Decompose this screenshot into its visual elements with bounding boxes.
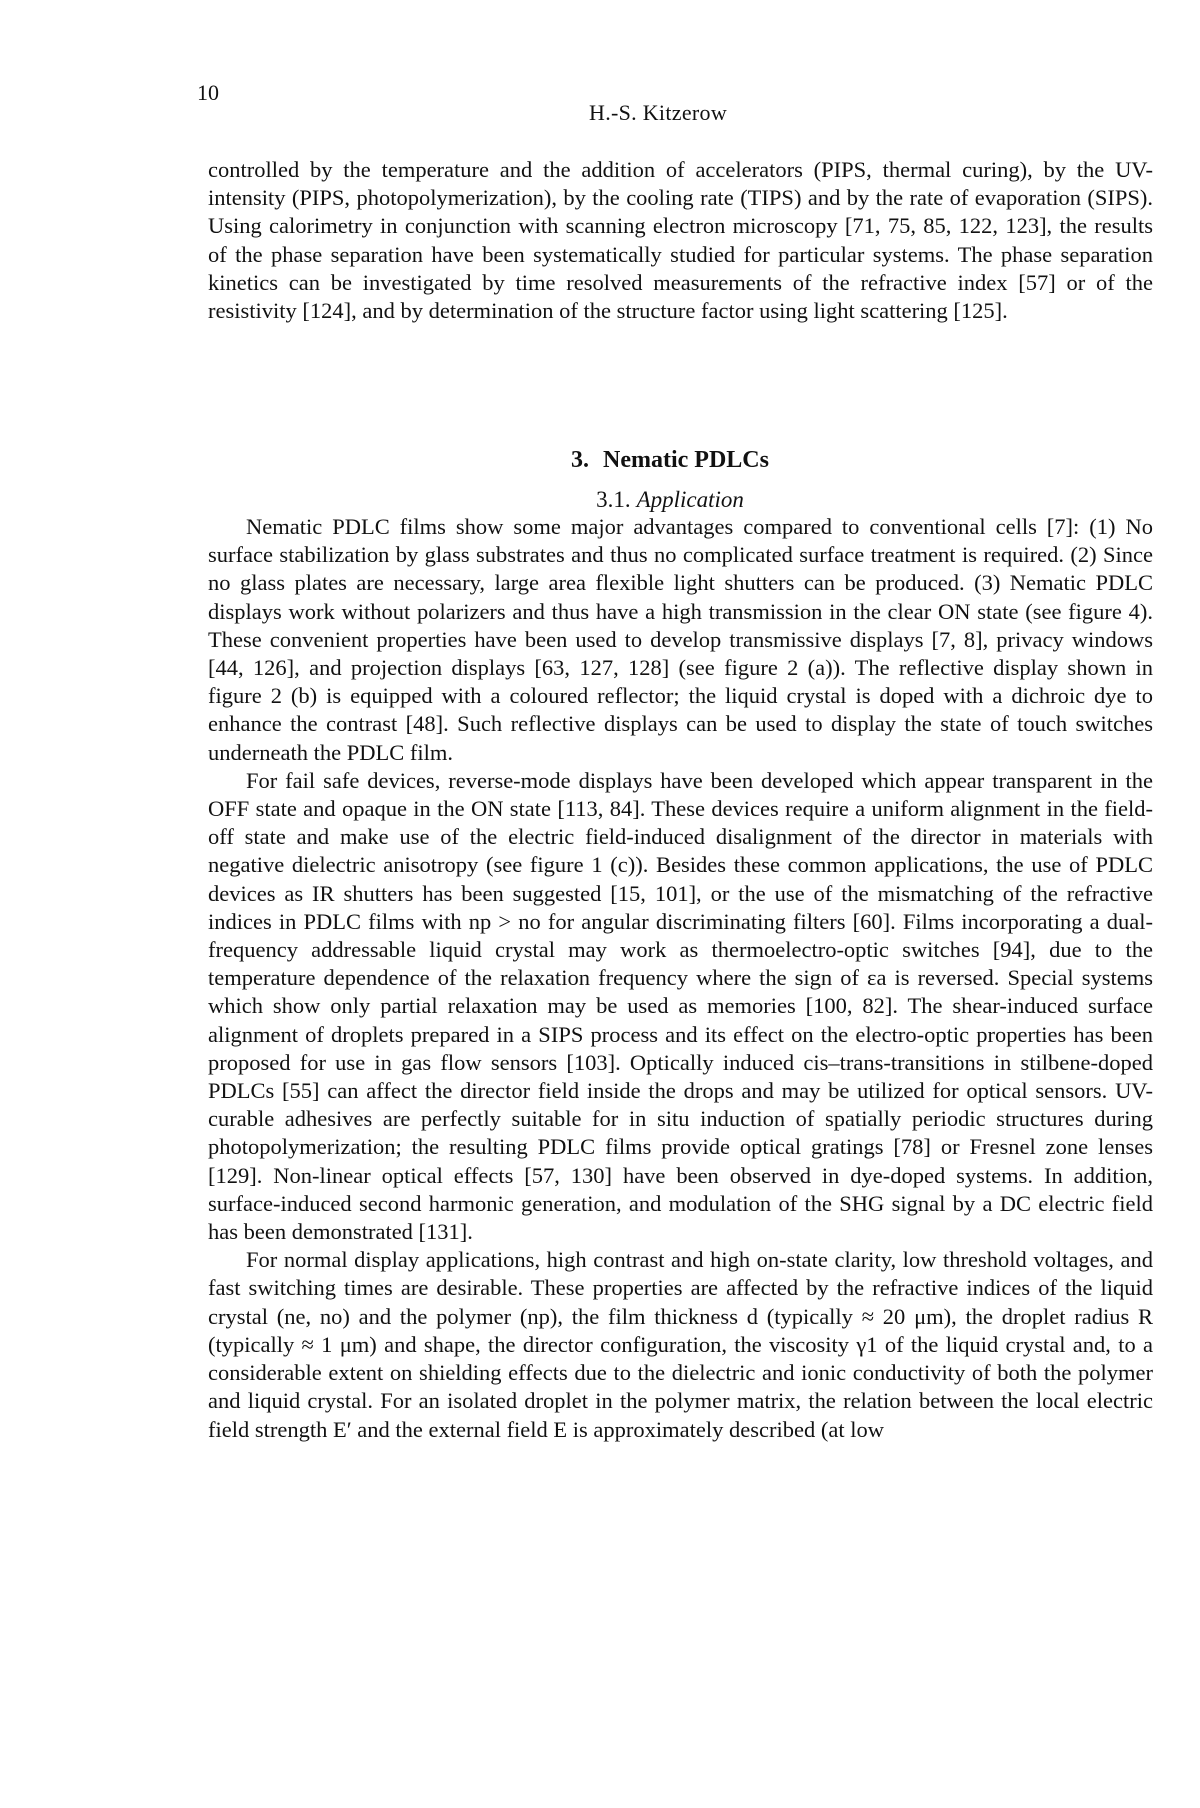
section-number: 3.: [571, 447, 590, 473]
section-title: Nematic PDLCs: [603, 447, 769, 473]
main-text-block: [208, 513, 1153, 1444]
paragraph-display-applications: For normal display applications, high contrast and high on-state clarity, low threshold voltages, and fast switching times are desirable. These properties are affected by the refractive indices of the liquid crystal (ne, no) and the polymer (np), the film thickness d (typically ≈ 20 μm), the droplet radius R (typically ≈ 1 μm) and shape, the director configuration, the viscosity γ1 of the liquid crystal and, to a considerable extent on shielding effects due to the dielectric and ionic conductivity of both the polymer and liquid crystal. For an isolated droplet in the polymer matrix, the relation between the local electric field strength E′ and the external field E is approximately described (at low: [208, 1247, 1153, 1442]
paragraph-reverse-mode: For fail safe devices, reverse-mode displays have been developed which appear transparent in the OFF state and opaque in the ON state [113, 84]. These devices require a uniform alignment in the field-off state and make use of the electric field-induced disalignment of the director in materials with negative dielectric anisotropy (see figure 1 (c)). Besides these common applications, the use of PDLC devices as IR shutters has been suggested [15, 101], or the use of the mismatching of the refractive indices in PDLC films with np > no for angular discriminating filters [60]. Films incorporating a dual-frequency addressable liquid crystal may work as thermoelectro-optic switches [94], due to the temperature dependence of the relaxation frequency where the sign of εa is reversed. Special systems which show only partial relaxation may be used as memories [100, 82]. The shear-induced surface alignment of droplets prepared in a SIPS process and its effect on the electro-optic properties has been proposed for use in gas flow sensors [103]. Optically induced cis–trans-transitions in stilbene-doped PDLCs [55] can affect the director field inside the drops and may be utilized for optical sensors. UV-curable adhesives are perfectly suitable for in situ induction of spatially periodic structures during photopolymerization; the resulting PDLC films provide optical gratings [78] or Fresnel zone lenses [129]. Non-linear optical effects [57, 130] have been observed in dye-doped systems. In addition, surface-induced second harmonic generation, and modulation of the SHG signal by a DC electric field has been demonstrated [131].: [208, 767, 1153, 1245]
subsection-number: 3.1.: [596, 487, 631, 512]
subsection-title: Application: [636, 487, 744, 512]
paragraph-advantages: Nematic PDLC films show some major advantages compared to conventional cells [7]: (1) No surface stabilization by glass substrates and thus no complicated surface treatment is required. (2) Since no glass plates are necessary, large area flexible light shutters can be produced. (3) Nematic PDLC displays work without polarizers and thus have a high transmission in the clear ON state (see figure 4). These convenient properties have been used to develop transmissive displays [7, 8], privacy windows [44, 126], and projection displays [63, 127, 128] (see figure 2 (a)). The reflective display shown in figure 2 (b) is equipped with a coloured reflector; the liquid crystal is doped with a dichroic dye to enhance the contrast [48]. Such reflective displays can be used to display the state of touch switches underneath the PDLC film.: [208, 514, 1153, 765]
intro-paragraph-block: [208, 156, 1153, 325]
intro-paragraph: controlled by the temperature and the addition of accelerators (PIPS, thermal curing), by the UV-intensity (PIPS, photopolymerization), by the cooling rate (TIPS) and by the rate of evaporation (SIPS). Using calorimetry in conjunction with scanning electron microscopy [71, 75, 85, 122, 123], the results of the phase separation have been systematically studied for particular systems. The phase separation kinetics can be investigated by time resolved measurements of the refractive index [57] or of the resistivity [124], and by determination of the structure factor using light scattering [125].: [208, 157, 1153, 324]
section-heading: [0, 447, 1200, 474]
running-head: H.-S. Kitzerow: [589, 100, 728, 125]
page-number: 10: [197, 80, 219, 105]
subsection-heading: [0, 487, 1200, 513]
